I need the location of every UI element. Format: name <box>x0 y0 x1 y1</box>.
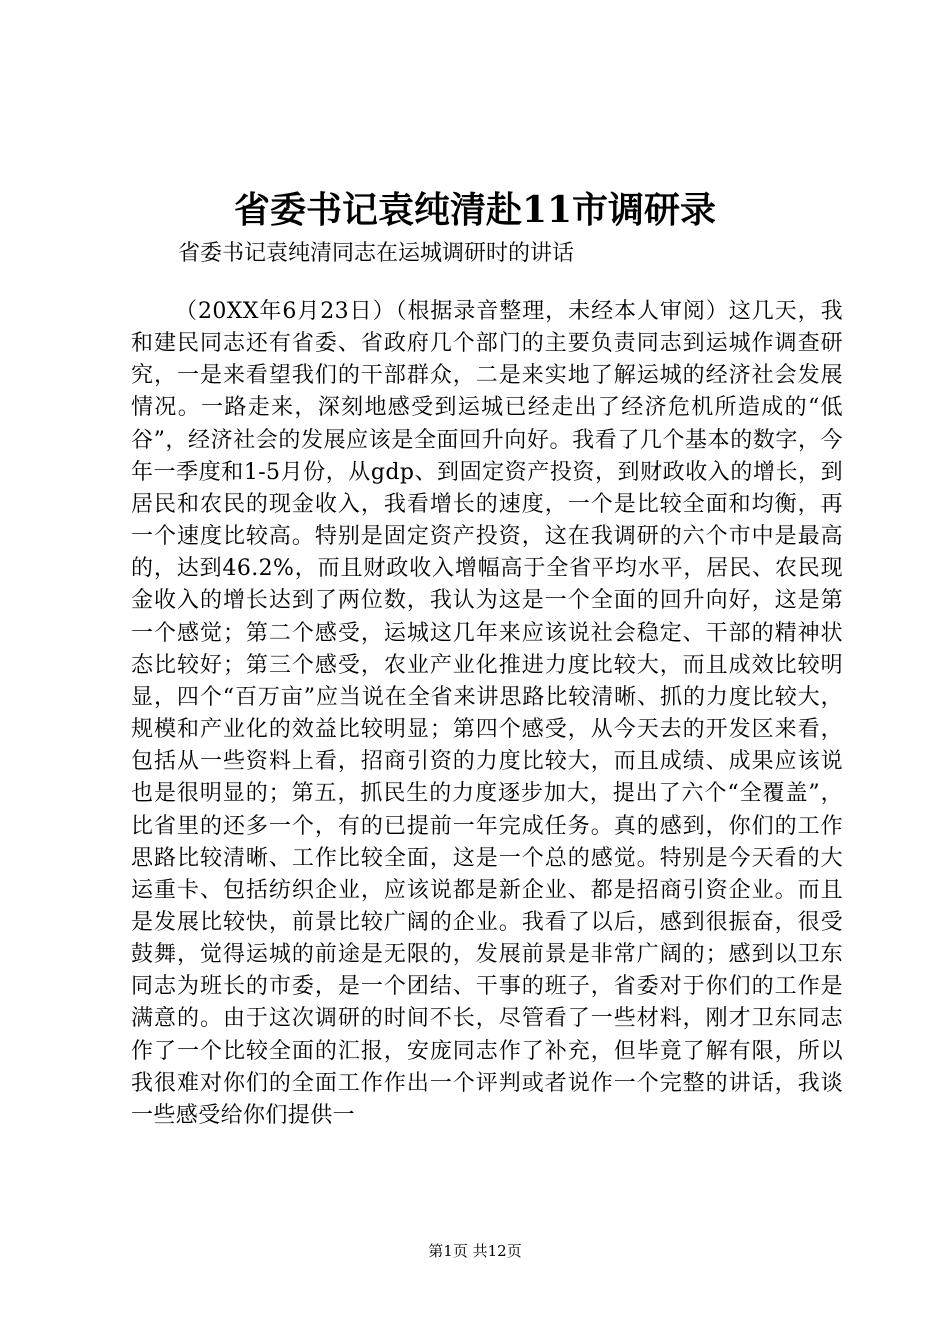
document-title: 省委书记袁纯清赴11市调研录 <box>233 189 717 231</box>
document-subtitle: 省委书记袁纯清同志在运城调研时的讲话 <box>178 241 575 266</box>
page-footer <box>0 1240 950 1262</box>
page-number: 第1页 共12页 <box>428 1242 522 1260</box>
body-paragraph: （20XX年6月23日）（根据录音整理，未经本人审阅）这几天，我和建民同志还有省委、省政府几个部门的主要负责同志到运城作调查研究，一是来看望我们的干部群众，二是来实地了解运城的经济社会发展情况。一路走来，深刻地感受到运城已经走出了经济危机所造成的“低谷”，经济社会的发展应该是全面回升向好。我看了几个基本的数字，今年一季度和1-5月份，从gdp、到固定资产投资，到财政收入的增长，到居民和农民的现金收入，我看增长的速度，一个是比较全面和均衡，再一个速度比较高。特别是固定资产投资，这在我调研的六个市中是最高的，达到46.2%，而且财政收入增幅高于全省平均水平，居民、农民现金收入的增长达到了两位数，我认为这是一个全面的回升向好，这是第一个感觉；第二个感受，运城这几年来应该说社会稳定、干部的精神状态比较好；第三个感受，农业产业化推进力度比较大，而且成效比较明显，四个“百万亩”应当说在全省来讲思路比较清晰、抓的力度比较大，规模和产业化的效益比较明显；第四个感受，从今天去的开发区来看，包括从一些资料上看，招商引资的力度比较大，而且成绩、成果应该说也是很明显的；第五，抓民生的力度逐步加大，提出了六个“全覆盖”，比省里的还多一个，有的已提前一年完成任务。真的感到，你们的工作思路比较清晰、工作比较全面，这是一个总的感觉。特别是今天看的大运重卡、包括纺织企业，应该说都是新企业、都是招商引资企业。而且是发展比较快，前景比较广阔的企业。我看了以后，感到很振奋，很受鼓舞，觉得运城的前途是无限的，发展前景是非常广阔的；感到以卫东同志为班长的市委，是一个团结、干事的班子，省委对于你们的工作是满意的。由于这次调研的时间不长，尽管看了一些材料，刚才卫东同志作了一个比较全面的汇报，安庞同志作了补充，但毕竟了解有限，所以我很难对你们的全面工作作出一个评判或者说作一个完整的讲话，我谈一些感受给你们提供一 <box>131 299 843 1128</box>
